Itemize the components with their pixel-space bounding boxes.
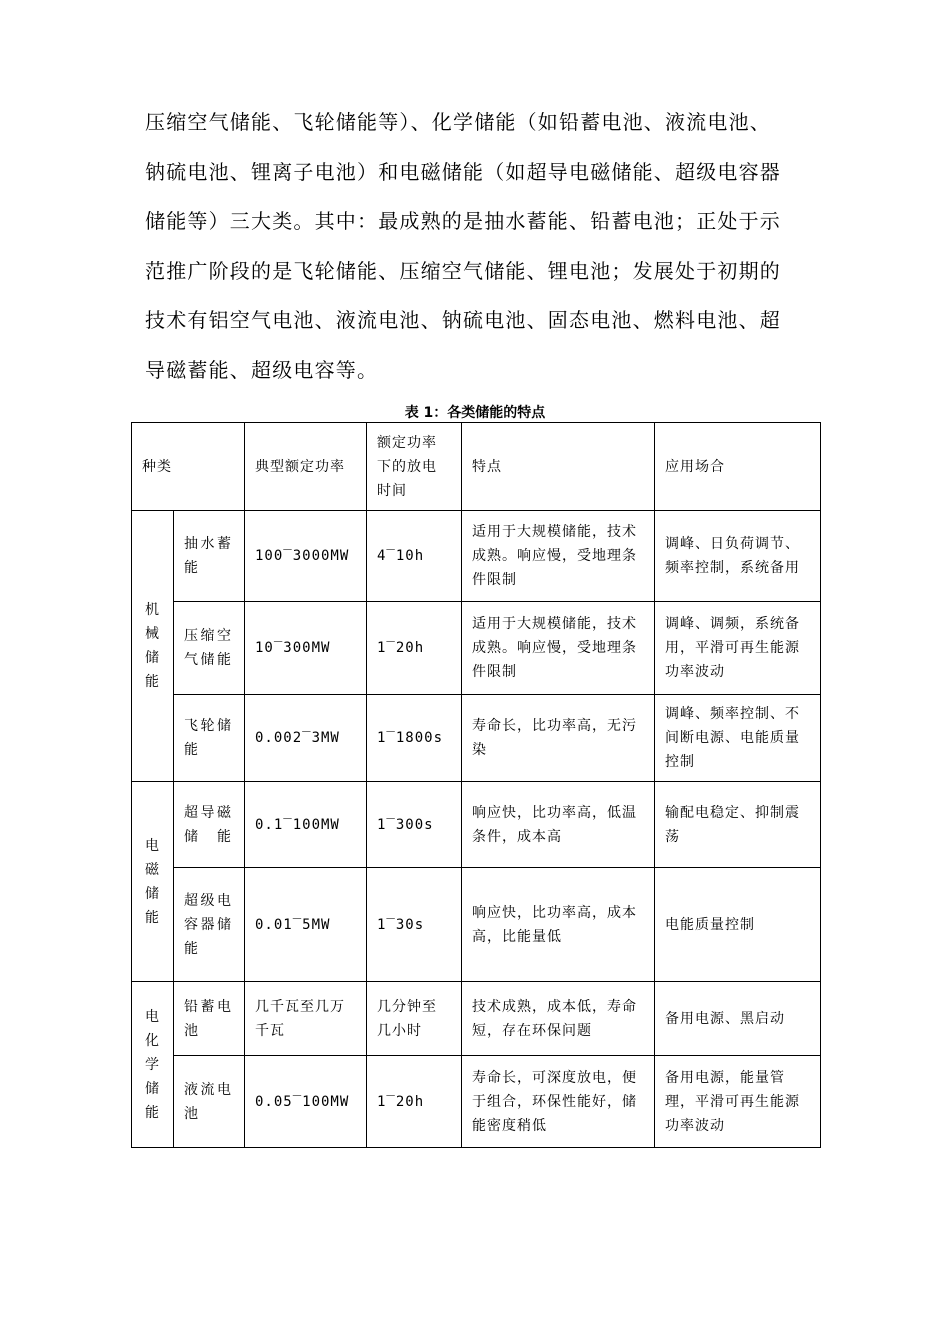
application-cell: 电能质量控制	[655, 868, 821, 982]
type-cell: 压缩空气储能	[174, 602, 245, 695]
type-cell: 飞轮储能	[174, 695, 245, 782]
time-cell: 1‾1800s	[367, 695, 462, 782]
time-cell: 1‾300s	[367, 782, 462, 868]
time-cell: 1‾20h	[367, 602, 462, 695]
power-cell: 0.002‾3MW	[245, 695, 367, 782]
paragraph-line: 钠硫电池、锂离子电池）和电磁储能（如超导电磁储能、超级电容器	[145, 159, 781, 184]
table-caption: 表 1：各类储能的特点	[404, 405, 546, 421]
time-cell: 1‾20h	[367, 1056, 462, 1148]
category-cell	[132, 511, 174, 782]
table-row	[132, 782, 821, 868]
header-application: 应用场合	[655, 423, 821, 511]
type-cell: 超级电容器储能	[174, 868, 245, 982]
application-cell: 调峰、调频，系统备用，平滑可再生能源功率波动	[655, 602, 821, 695]
paragraph-line: 压缩空气储能、飞轮储能等）、化学储能（如铅蓄电池、液流电池、	[145, 110, 771, 134]
power-cell: 0.1‾100MW	[245, 782, 367, 868]
header-time: 额定功率下的放电时间	[367, 423, 462, 511]
paragraph-line: 范推广阶段的是飞轮储能、压缩空气储能、锂电池；发展处于初期的	[145, 258, 781, 283]
power-cell: 0.01‾5MW	[245, 868, 367, 982]
application-cell: 备用电源，能量管理，平滑可再生能源功率波动	[655, 1056, 821, 1148]
category-label: 电磁储能	[145, 837, 160, 926]
features-cell: 技术成熟，成本低，寿命短，存在环保问题	[462, 982, 655, 1056]
paragraph-line: 技术有铝空气电池、液流电池、钠硫电池、固态电池、燃料电池、超	[145, 308, 781, 332]
table-row	[132, 695, 821, 782]
type-cell: 液流电池	[174, 1056, 245, 1148]
category-cell	[132, 782, 174, 982]
body-paragraph	[145, 98, 815, 395]
features-cell: 适用于大规模储能，技术成熟。响应慢，受地理条件限制	[462, 511, 655, 602]
type-cell: 超导磁储能	[174, 782, 245, 868]
paragraph-line: 导磁蓄能、超级电容等。	[145, 357, 379, 382]
time-cell: 4‾10h	[367, 511, 462, 602]
table-row	[132, 511, 821, 602]
category-label: 机械储能	[145, 602, 160, 690]
features-cell: 寿命长，比功率高，无污染	[462, 695, 655, 782]
power-cell: 100‾3000MW	[245, 511, 367, 602]
power-cell: 几千瓦至几万千瓦	[245, 982, 367, 1056]
storage-table	[131, 422, 821, 1148]
features-cell: 响应快，比功率高，成本高，比能量低	[462, 868, 655, 982]
header-type: 种类	[132, 423, 245, 511]
category-label: 电化学储能	[145, 1008, 160, 1121]
type-cell: 铅蓄电池	[174, 982, 245, 1056]
table-header-row	[132, 423, 821, 511]
application-cell: 调峰、日负荷调节、频率控制，系统备用	[655, 511, 821, 602]
table-row	[132, 868, 821, 982]
category-cell	[132, 982, 174, 1148]
application-cell: 输配电稳定、抑制震荡	[655, 782, 821, 868]
power-cell: 0.05‾100MW	[245, 1056, 367, 1148]
application-cell: 备用电源、黑启动	[655, 982, 821, 1056]
table-row	[132, 602, 821, 695]
features-cell: 寿命长，可深度放电，便于组合，环保性能好，储能密度稍低	[462, 1056, 655, 1148]
time-cell: 几分钟至几小时	[367, 982, 462, 1056]
table-row	[132, 1056, 821, 1148]
features-cell: 响应快，比功率高，低温条件，成本高	[462, 782, 655, 868]
paragraph-line: 储能等）三大类。其中：最成熟的是抽水蓄能、铅蓄电池；正处于示	[145, 209, 781, 233]
header-features: 特点	[462, 423, 655, 511]
features-cell: 适用于大规模储能，技术成熟。响应慢，受地理条件限制	[462, 602, 655, 695]
time-cell: 1‾30s	[367, 868, 462, 982]
application-cell: 调峰、频率控制、不间断电源、电能质量控制	[655, 695, 821, 782]
table-row	[132, 982, 821, 1056]
type-cell: 抽水蓄能	[174, 511, 245, 602]
header-power: 典型额定功率	[245, 423, 367, 511]
power-cell: 10‾300MW	[245, 602, 367, 695]
